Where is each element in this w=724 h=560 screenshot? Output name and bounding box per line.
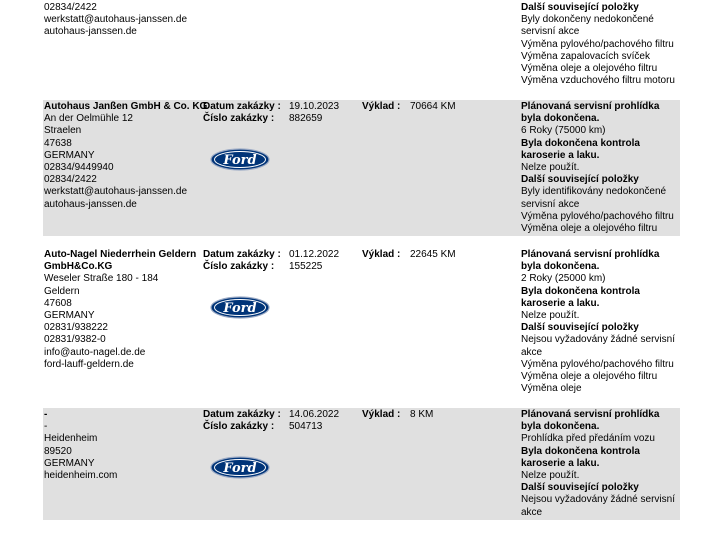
address-line: 02834/9449940 <box>44 162 114 174</box>
dealer-address-fragment <box>44 2 214 39</box>
order-number-value: 504713 <box>289 421 323 432</box>
address-line: 02831/938222 <box>44 322 108 334</box>
dealer-name: - <box>44 409 48 420</box>
address-line: 02834/2422 <box>44 2 97 13</box>
ford-logo <box>210 148 270 171</box>
address-line: 02834/2422 <box>44 174 97 186</box>
address-line: An der Oelmühle 12 <box>44 113 133 125</box>
service-line: Plánovaná servisní prohlídka byla dokončena. <box>521 409 660 433</box>
service-line: Výměna zapalovacích svíček <box>521 50 650 62</box>
service-line: Plánovaná servisní prohlídka byla dokončena. <box>521 101 660 125</box>
order-date-label: Datum zakázky : <box>203 249 281 260</box>
email-link[interactable]: werkstatt@autohaus-janssen.de <box>44 186 188 198</box>
mileage-label: Výklad : <box>362 101 401 112</box>
website-link[interactable]: heidenheim.com <box>44 470 118 482</box>
service-line: Výměna oleje a olejového filtru <box>521 223 658 235</box>
svg-text:Ford: Ford <box>223 301 257 316</box>
mileage-label: Výklad : <box>362 409 401 420</box>
service-details <box>521 101 679 235</box>
service-line: Byla dokončena kontrola karoserie a laku. <box>521 445 640 469</box>
service-line: Byly identifikovány nedokončené servisní akce <box>521 186 667 210</box>
address-line: - <box>44 421 48 433</box>
service-record <box>43 248 680 398</box>
address-line: Geldern <box>44 285 80 297</box>
address-line: Weseler Straße 180 - 184 <box>44 273 159 285</box>
service-line: Byla dokončena kontrola karoserie a laku. <box>521 285 640 309</box>
order-date-label: Datum zakázky : <box>203 409 281 420</box>
address-line: 02831/9382-0 <box>44 334 106 346</box>
order-number-label: Číslo zakázky : <box>203 421 275 432</box>
address-line: 89520 <box>44 445 72 457</box>
service-line: Výměna oleje <box>521 383 582 395</box>
service-line: Výměna vzduchového filtru motoru <box>521 75 675 87</box>
service-details-fragment <box>521 2 679 87</box>
order-date-value: 14.06.2022 <box>289 409 340 420</box>
order-number-value: 882659 <box>289 113 323 124</box>
service-line: Nejsou vyžadovány žádné servisní akce <box>521 334 675 358</box>
service-line: Výměna pylového/pachového filtru <box>521 358 674 370</box>
service-line: Plánovaná servisní prohlídka byla dokončena. <box>521 249 660 273</box>
service-line: Byly dokončeny nedokončené servisní akce <box>521 14 654 38</box>
website-link[interactable]: autohaus-janssen.de <box>44 26 137 38</box>
service-line: Další související položky <box>521 2 639 13</box>
service-line: Nelze použít. <box>521 470 580 482</box>
email-link[interactable]: werkstatt@autohaus-janssen.de <box>44 14 188 26</box>
mileage-value: 22645 KM <box>410 249 456 260</box>
order-date-label: Datum zakázky : <box>203 101 281 112</box>
dealer-address <box>44 249 214 371</box>
mileage-value: 70664 KM <box>410 101 456 112</box>
service-details <box>521 409 679 519</box>
service-line: Nelze použít. <box>521 162 580 174</box>
address-line: GERMANY <box>44 457 95 469</box>
service-record <box>43 100 680 236</box>
address-line: 47638 <box>44 137 72 149</box>
order-number-label: Číslo zakázky : <box>203 113 275 124</box>
address-line: 47608 <box>44 297 72 309</box>
order-date-value: 19.10.2023 <box>289 101 340 112</box>
dealer-name: Autohaus Janßen GmbH & Co. KG <box>44 101 208 112</box>
address-line: Heidenheim <box>44 433 98 445</box>
service-line: Prohlídka před předáním vozu <box>521 433 655 445</box>
address-line: GERMANY <box>44 149 95 161</box>
order-date-value: 01.12.2022 <box>289 249 340 260</box>
service-line: Výměna oleje a olejového filtru <box>521 63 658 75</box>
record-fragment-top <box>43 0 680 90</box>
order-number-value: 155225 <box>289 261 323 272</box>
service-line: Nelze použít. <box>521 310 580 322</box>
service-line: Další související položky <box>521 482 639 494</box>
website-link[interactable]: autohaus-janssen.de <box>44 198 137 210</box>
dealer-address <box>44 101 214 211</box>
service-line: Výměna oleje a olejového filtru <box>521 371 658 383</box>
service-line: Nejsou vyžadovány žádné servisní akce <box>521 494 675 518</box>
service-line: Další související položky <box>521 174 639 186</box>
service-line: 6 Roky (75000 km) <box>521 125 606 137</box>
mileage-label: Výklad : <box>362 249 401 260</box>
ford-logo <box>210 456 270 479</box>
service-line: Výměna pylového/pachového filtru <box>521 210 674 222</box>
service-line: 2 Roky (25000 km) <box>521 273 606 285</box>
service-line: Další související položky <box>521 322 639 334</box>
svg-text:Ford: Ford <box>223 153 257 168</box>
ford-logo <box>210 296 270 319</box>
website-link[interactable]: ford-lauff-geldern.de <box>44 358 134 370</box>
order-number-label: Číslo zakázky : <box>203 261 275 272</box>
service-details <box>521 249 679 395</box>
address-line: Straelen <box>44 125 82 137</box>
svg-text:Ford: Ford <box>223 461 257 476</box>
mileage-value: 8 KM <box>410 409 434 420</box>
service-line: Výměna pylového/pachového filtru <box>521 38 674 50</box>
service-record <box>43 408 680 520</box>
email-link[interactable]: info@auto-nagel.de.de <box>44 346 146 358</box>
dealer-name: Auto-Nagel Niederrhein Geldern GmbH&Co.KG <box>44 249 197 273</box>
address-line: GERMANY <box>44 310 95 322</box>
service-line: Byla dokončena kontrola karoserie a laku. <box>521 137 640 161</box>
dealer-address <box>44 409 214 482</box>
